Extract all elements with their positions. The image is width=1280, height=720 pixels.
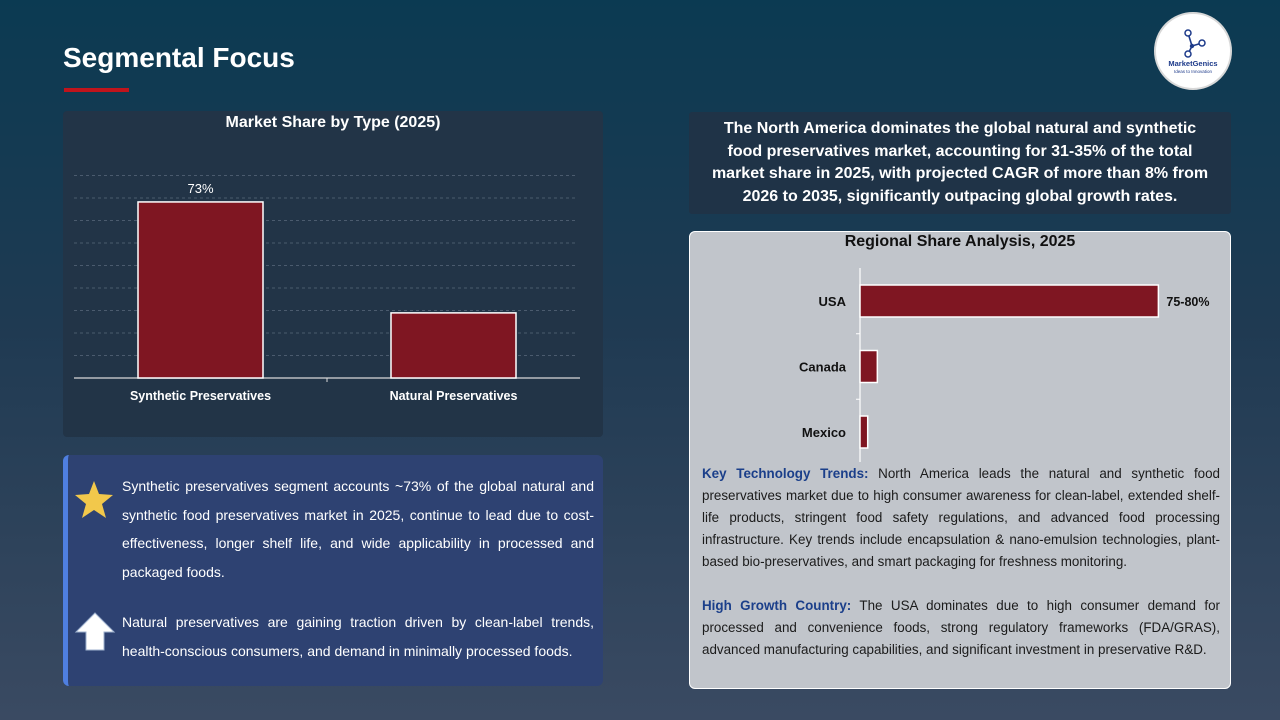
- growth-text: The USA dominates due to high consumer demand for processed and convenience foods, strong regulatory frameworks (FDA/GRAS), advanced manufacturing capabilities, and significant investment in preservative R&D.: [702, 598, 1220, 657]
- headline-text: The North America dominates the global natural and synthetic food preservatives market, accounting for 31-35% of the total market share in 2025, with projected CAGR of more than 8% from 2026 to 2035, significantly outpacing global growth rates.: [711, 120, 1209, 205]
- bar-mexico: [860, 416, 868, 448]
- growth-label: High Growth Country:: [702, 598, 852, 613]
- page-title: Segmental Focus: [63, 42, 295, 73]
- key-technology-trends: [702, 463, 1220, 573]
- type-share-chart: [63, 111, 603, 437]
- bar-synthetic-preservatives: [138, 202, 263, 378]
- company-logo: [1154, 12, 1232, 90]
- bullet-synthetic: Synthetic preservatives segment accounts ~73% of the global natural and synthetic food preservatives market in 2025, continue to lead due to cost-effectiveness, longer shelf life, and wide applicability in processed and packaged foods.: [122, 478, 594, 580]
- star-icon: [74, 480, 114, 520]
- trends-text: North America leads the natural and synthetic food preservatives market due to high consumer awareness for clean-label, extended shelf-life products, stringent food safety regulations, and advanced food processing infrastructure. Key trends include encapsulation & nano-emulsion technologies, plant-based bio-preservatives, and smart packaging for freshness monitoring.: [702, 466, 1221, 569]
- regional-share-chart: [690, 232, 1232, 462]
- network-icon: [1156, 14, 1232, 90]
- y-tick-label: Mexico: [801, 425, 846, 440]
- headline-panel: [689, 112, 1231, 214]
- x-tick-label: Natural Preservatives: [389, 389, 518, 403]
- y-tick-label: Canada: [799, 359, 846, 375]
- y-tick-label: USA: [818, 294, 846, 309]
- x-tick-label: Synthetic Preservatives: [129, 389, 272, 403]
- type-chart-title: Market Share by Type (2025): [225, 114, 441, 131]
- bar-natural-preservatives: [391, 313, 516, 378]
- bar-canada: [860, 351, 877, 383]
- bar-usa: [860, 285, 1158, 317]
- logo-name: MarketGenics: [1168, 59, 1218, 68]
- title-underline: [64, 88, 129, 92]
- trends-label: Key Technology Trends:: [702, 466, 869, 481]
- data-label: 73%: [187, 180, 214, 196]
- bullet-natural: Natural preservatives are gaining traction driven by clean-label trends, health-conscious consumers, and demand in minimally processed foods.: [122, 614, 594, 659]
- data-label: 75-80%: [1166, 295, 1210, 309]
- regional-panel: [689, 231, 1231, 689]
- high-growth-country: [702, 595, 1220, 661]
- logo-tagline: Ideas to Innovation: [1173, 69, 1213, 74]
- type-share-chart-panel: [63, 111, 603, 437]
- up-arrow-icon: [74, 611, 116, 653]
- region-chart-title: Regional Share Analysis, 2025: [844, 233, 1076, 250]
